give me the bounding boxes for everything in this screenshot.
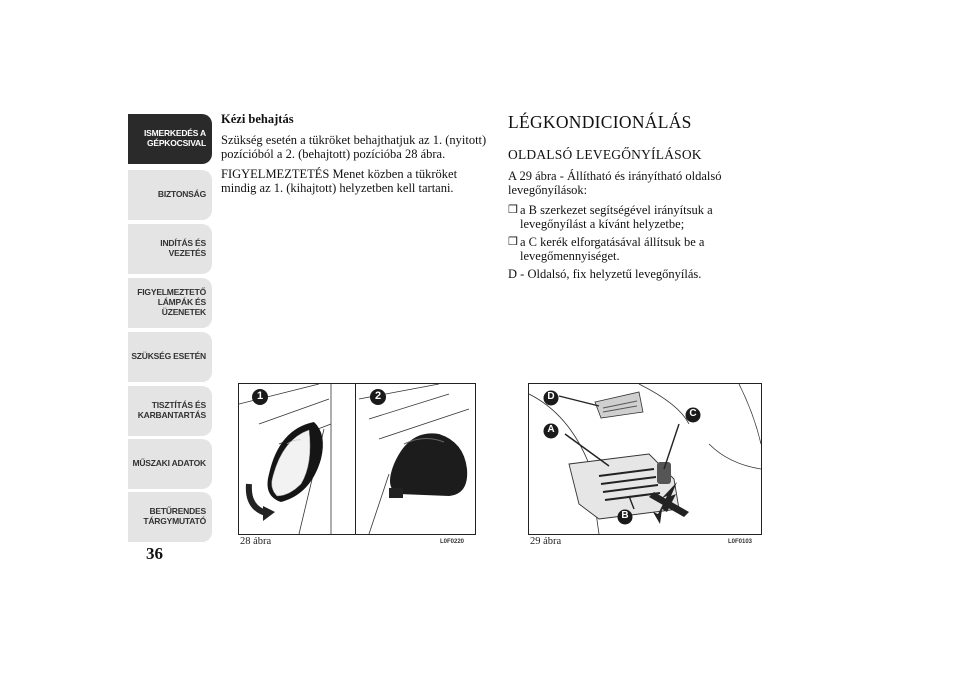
tab-label: BETŰRENDES TÁRGYMUTATÓ <box>143 506 206 526</box>
tab-tisztitas[interactable] <box>128 386 212 436</box>
figure-divider <box>355 383 356 535</box>
mirror-illustration <box>239 384 475 534</box>
marker-2-label: 2 <box>374 390 382 402</box>
tab-szukseg[interactable] <box>128 332 212 382</box>
left-column <box>221 112 493 201</box>
right-column <box>508 112 780 287</box>
tab-label: TISZTÍTÁS ÉS KARBANTARTÁS <box>137 400 206 420</box>
tab-figyelmezteto[interactable] <box>128 278 212 328</box>
intro-paragraph: A 29 ábra - Állítható és irányítható oldalsó levegőnyílások: <box>508 169 722 197</box>
tab-inditas[interactable] <box>128 224 212 274</box>
tab-label: FIGYELMEZTETŐ LÁMPÁK ÉS ÜZENETEK <box>137 287 206 317</box>
tab-ismerkedes[interactable] <box>128 114 212 164</box>
tab-label: MŰSZAKI ADATOK <box>132 458 206 469</box>
tab-label: BIZTONSÁG <box>157 189 206 200</box>
list-item-text: a C kerék elforgatásával állítsuk be a levegőmennyiséget. <box>520 235 705 263</box>
tab-muszaki[interactable] <box>128 439 212 489</box>
figure-29-vents <box>528 383 762 535</box>
tab-label: SZÜKSÉG ESETÉN <box>131 351 206 362</box>
section-subtitle: OLDALSÓ LEVEGŐNYÍLÁSOK <box>508 147 702 162</box>
list-item-text: a B szerkezet segítségével irányítsuk a levegőnyílást a kívánt helyzetbe; <box>520 203 713 231</box>
chapter-title: LÉGKONDICIONÁLÁS <box>508 112 692 132</box>
figure-caption: 28 ábra <box>240 536 272 547</box>
marker-b-label: B <box>621 510 629 521</box>
figure-code: L0F0220 <box>440 539 465 545</box>
marker-1-label: 1 <box>256 390 264 402</box>
figure-code: L0F0103 <box>728 539 753 545</box>
marker-c-label: C <box>689 408 697 419</box>
tab-biztonsag[interactable] <box>128 170 212 220</box>
figure-28-mirror <box>238 383 476 535</box>
tab-label: ISMERKEDÉS A GÉPKOCSIVAL <box>144 128 206 148</box>
marker-a-label: A <box>547 424 555 435</box>
list-item <box>508 235 780 263</box>
page-number: 36 <box>146 544 163 563</box>
tab-targymutato[interactable] <box>128 492 212 542</box>
paragraph: Szükség esetén a tükröket behajthatjuk az 1. (nyitott) pozícióból a 2. (behajtott) pozícióba 28 ábra. <box>221 133 487 161</box>
closing-paragraph: D - Oldalsó, fix helyzetű levegőnyílás. <box>508 267 702 281</box>
figure-caption: 29 ábra <box>530 536 562 547</box>
checkbox-bullet-icon: ❒ <box>508 204 518 216</box>
marker-d-label: D <box>547 391 555 402</box>
list-item <box>508 203 780 231</box>
vent-illustration <box>529 384 761 534</box>
tab-label: INDÍTÁS ÉS VEZETÉS <box>160 238 206 258</box>
checkbox-bullet-icon: ❒ <box>508 236 518 248</box>
warning-paragraph: FIGYELMEZTETÉS Menet közben a tükröket mindig az 1. (kihajtott) helyzetben kell tartani. <box>221 167 458 195</box>
section-heading: Kézi behajtás <box>221 112 294 126</box>
